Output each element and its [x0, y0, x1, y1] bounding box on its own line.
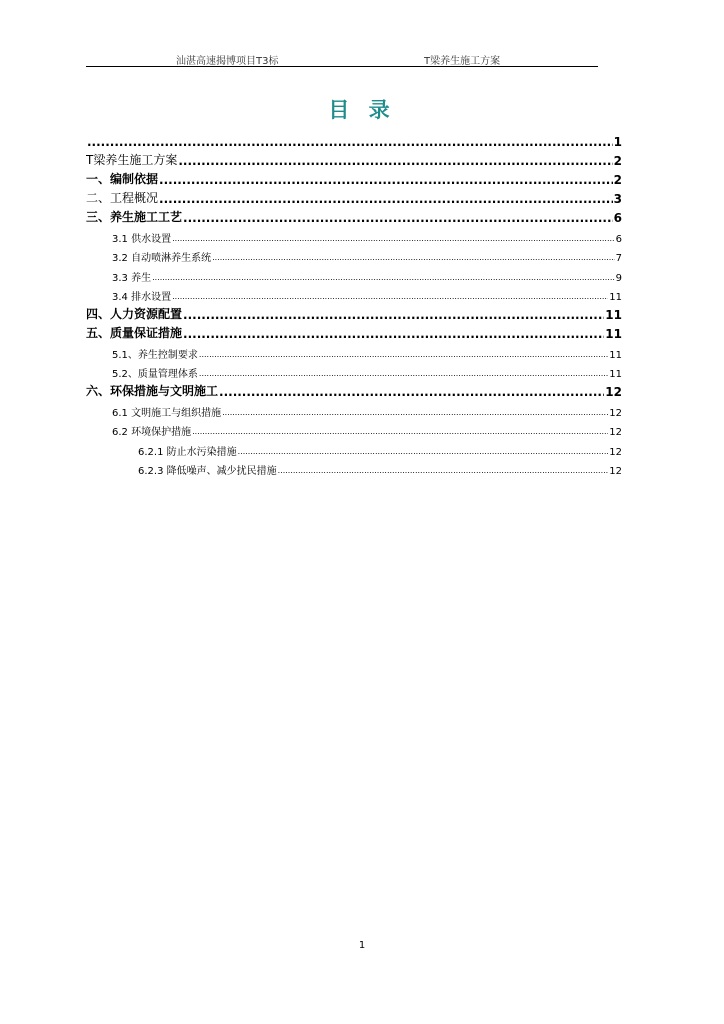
toc-entry-page: 12: [609, 446, 622, 458]
toc-dot-leader: [159, 173, 613, 187]
page-header: [86, 50, 598, 67]
header-document-title: T梁养生施工方案: [424, 56, 501, 67]
toc-entry-label: 六、环保措施与文明施工: [86, 384, 219, 398]
toc-entry-label: 四、人力资源配置: [86, 307, 183, 321]
toc-entry[interactable]: [86, 322, 622, 341]
toc-entry[interactable]: [86, 130, 622, 149]
toc-entry-page: 11: [605, 308, 622, 322]
toc-dot-leader: [172, 291, 608, 303]
toc-entry[interactable]: [86, 361, 622, 381]
toc-dot-leader: [152, 272, 615, 284]
toc-entry-page: 12: [609, 466, 622, 477]
toc-entry-page: 7: [615, 253, 622, 264]
toc-entry[interactable]: [86, 168, 622, 187]
header-project-name: 汕湛高速揭博项目T3标: [176, 56, 279, 67]
toc-entry-label: 6.1 文明施工与组织措施: [112, 407, 222, 419]
toc-entry[interactable]: [86, 380, 622, 399]
toc-entry[interactable]: [86, 149, 622, 168]
toc-entry[interactable]: [86, 206, 622, 225]
toc-entry[interactable]: [86, 284, 622, 304]
toc-dot-leader: [199, 349, 608, 361]
toc-entry-label: 3.4 排水设置: [112, 292, 172, 303]
toc-entry-page: 9: [615, 272, 622, 284]
toc-dot-leader: [222, 407, 608, 419]
toc-entry-page: 11: [609, 292, 622, 303]
toc-entry-label: 一、编制依据: [86, 172, 159, 186]
toc-dot-leader: [219, 385, 604, 399]
table-of-contents: [86, 130, 622, 477]
toc-title: 目 录: [328, 98, 396, 122]
toc-dot-leader: [87, 135, 613, 149]
toc-dot-leader: [159, 192, 613, 206]
toc-entry-label: 3.1 供水设置: [112, 233, 172, 245]
toc-entry-page: 3: [613, 192, 622, 206]
toc-dot-leader: [178, 154, 612, 168]
toc-entry-label: T梁养生施工方案: [86, 153, 178, 167]
toc-entry[interactable]: [86, 399, 622, 419]
toc-entry-label: 6.2 环境保护措施: [112, 427, 192, 438]
toc-entry[interactable]: [86, 187, 622, 206]
toc-entry[interactable]: [86, 303, 622, 322]
toc-entry[interactable]: [86, 245, 622, 265]
toc-entry-page: 11: [609, 349, 622, 361]
toc-entry[interactable]: [86, 264, 622, 284]
toc-entry-page: 6: [613, 211, 622, 225]
footer-page-number: 1: [358, 940, 366, 951]
toc-entry-page: 2: [613, 173, 622, 187]
toc-dot-leader: [278, 465, 609, 477]
toc-entry[interactable]: [86, 419, 622, 439]
toc-entry-label: 5.2、质量管理体系: [112, 369, 198, 380]
toc-entry-page: 6: [615, 233, 622, 245]
toc-entry-page: 12: [609, 407, 622, 419]
toc-dot-leader: [183, 211, 613, 225]
toc-dot-leader: [172, 233, 615, 245]
toc-entry-label: 3.3 养生: [112, 272, 152, 284]
toc-entry[interactable]: [86, 458, 622, 478]
toc-entry-label: 二、工程概况: [86, 191, 159, 205]
toc-dot-leader: [199, 368, 608, 380]
toc-entry-label: 6.2.3 降低噪声、减少扰民措施: [138, 466, 277, 477]
toc-dot-leader: [183, 327, 604, 341]
toc-entry-label: 5.1、养生控制要求: [112, 349, 198, 361]
toc-entry-label: 三、养生施工工艺: [86, 210, 183, 224]
toc-dot-leader: [212, 252, 615, 264]
toc-entry[interactable]: [86, 225, 622, 245]
toc-entry-page: 12: [605, 385, 622, 399]
toc-dot-leader: [183, 308, 604, 322]
toc-entry-label: 五、质量保证措施: [86, 326, 183, 340]
toc-entry-page: 12: [609, 427, 622, 438]
toc-entry-page: 2: [613, 154, 622, 168]
toc-dot-leader: [192, 426, 608, 438]
toc-entry[interactable]: [86, 341, 622, 361]
toc-entry-label: 3.2 自动喷淋养生系统: [112, 253, 212, 264]
toc-entry[interactable]: [86, 438, 622, 458]
toc-entry-page: 11: [609, 369, 622, 380]
toc-dot-leader: [238, 446, 609, 458]
toc-entry-page: 11: [605, 327, 622, 341]
toc-entry-page: 1: [613, 135, 622, 149]
toc-entry-label: 6.2.1 防止水污染措施: [138, 446, 237, 458]
